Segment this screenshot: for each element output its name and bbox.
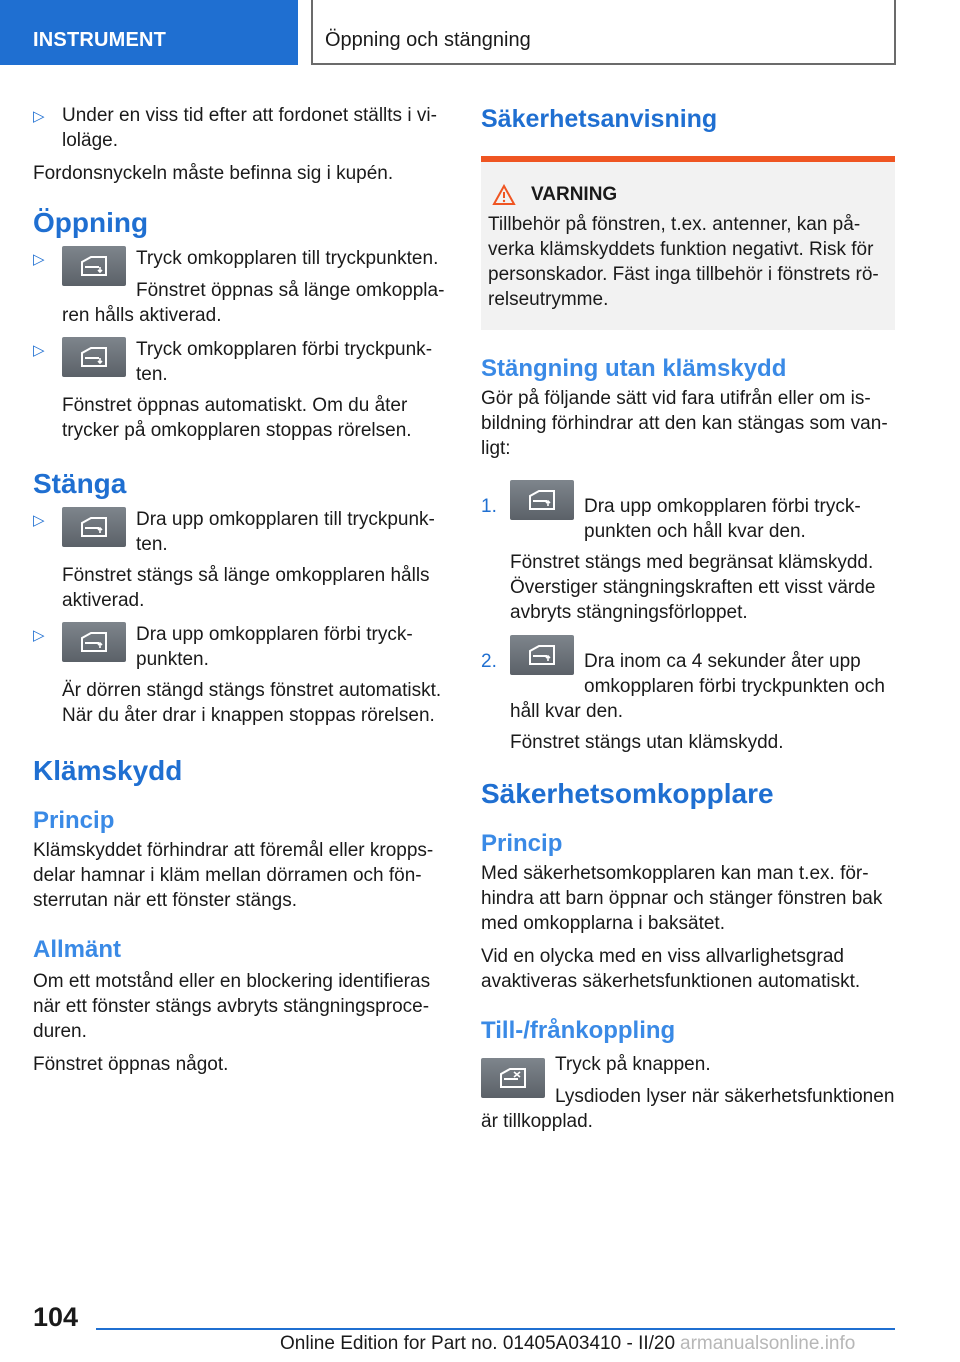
- bullet-triangle-icon: ▷: [33, 342, 45, 359]
- utan-text: Gör på följande sätt vid fara utifrån eller om isbildning förhindrar att den kan stängas som vanligt:: [481, 388, 888, 459]
- footer-watermark: armanualsonline.info: [680, 1333, 856, 1354]
- step-number: 1.: [481, 496, 497, 517]
- safety-switch-icon: [481, 1058, 545, 1098]
- right-column: [481, 100, 895, 1134]
- window-switch-icon: [62, 246, 126, 286]
- heading-princip: Princip: [33, 807, 115, 834]
- window-switch-icon: [510, 635, 574, 675]
- heading-sakerhetsomkopplare: Säkerhetsomkopplare: [481, 778, 774, 809]
- window-switch-icon: [510, 480, 574, 520]
- warning-text: Tillbehör på fönstren, t.ex. antenner, kan påverka klämskyddets funktion negativt. Risk för personskador. Fäst inga tillbehör i fönstrets rörelseutrymme.: [488, 214, 879, 310]
- heading-princip-2: Princip: [481, 830, 563, 857]
- oppning-step-1: ▷ Tryck omkopplaren till tryckpunkten. Fönstret öppnas så länge omkopplaren hålls aktiverad.: [33, 248, 445, 326]
- princip-text: Klämskyddet förhindrar att föremål eller kroppsdelar hamnar i kläm mellan dörramen och fönsterrutan när ett fönster stängs.: [33, 840, 434, 911]
- bullet-triangle-icon: ▷: [33, 627, 45, 644]
- heading-stangning-utan: Stängning utan klämskydd: [481, 355, 787, 382]
- bullet-triangle-icon: ▷: [33, 251, 45, 268]
- stanga-step-1: ▷ Dra upp omkopplaren till tryckpunkten. Fönstret stängs så länge omkopplaren hålls aktiverad.: [33, 509, 435, 611]
- warning-box: [481, 156, 895, 330]
- warning-triangle-icon: [492, 184, 516, 206]
- footer-divider: [96, 1328, 895, 1330]
- section-tab: [0, 0, 298, 65]
- heading-stanga: Stänga: [33, 468, 127, 499]
- footer-edition: Online Edition for Part no. 01405A03410 - II/20: [280, 1333, 676, 1354]
- princip-text-2a: Med säkerhetsomkopplaren kan man t.ex. förhindra att barn öppnar och stänger fönstren bak med omkopplarna i baksätet.: [481, 863, 883, 934]
- intro-bullet: ▷ Under en viss tid efter att fordonet ställts i viloläge.: [33, 105, 437, 151]
- heading-till-frankoppling: Till-/frånkoppling: [481, 1017, 676, 1044]
- heading-allmant: Allmänt: [33, 936, 122, 963]
- heading-klamskydd: Klämskydd: [33, 755, 183, 786]
- oppning-step-2: ▷ Tryck omkopplaren förbi tryckpunkten. Fönstret öppnas automatiskt. Om du åter trycker på omkopplaren stoppas rörelsen.: [33, 339, 433, 441]
- allmant-text-1: Om ett motstånd eller en blockering identifieras när ett fönster stängs avbryts stängningsproceduren.: [33, 971, 431, 1042]
- warning-header: [488, 184, 887, 206]
- heading-oppning: Öppning: [33, 207, 149, 238]
- section-label: INSTRUMENT: [33, 29, 167, 51]
- heading-sakerhetsanvisning: Säkerhetsanvisning: [481, 105, 718, 133]
- step-1: 1. Dra upp omkopplaren förbi tryckpunkten och håll kvar den. Fönstret stängs med begränsat klämskydd. Överstiger stängningskraften ett visst värde avbryts stängningsförloppet.: [481, 480, 895, 625]
- warning-title: VARNING: [531, 184, 618, 205]
- chapter-title-box: [311, 0, 896, 65]
- window-switch-icon: [62, 507, 126, 547]
- left-column: [33, 100, 448, 1077]
- chapter-title: Öppning och stängning: [325, 29, 531, 51]
- bullet-triangle-icon: ▷: [33, 108, 45, 125]
- intro-text: Fordonsnyckeln måste befinna sig i kupén.: [33, 163, 394, 184]
- till-text-a: Tryck på knappen.: [555, 1054, 711, 1075]
- bullet-triangle-icon: ▷: [33, 512, 45, 529]
- step-number: 2.: [481, 651, 497, 672]
- window-switch-icon: [62, 622, 126, 662]
- stanga-step-2: ▷ Dra upp omkopplaren förbi tryckpunkten. Är dörren stängd stängs fönstret automatiskt. När du åter drar i knappen stoppas rörelsen.: [33, 624, 442, 726]
- window-switch-icon: [62, 337, 126, 377]
- allmant-text-2: Fönstret öppnas något.: [33, 1054, 229, 1075]
- step-2: 2. Dra inom ca 4 sekunder åter upp omkopplaren förbi tryckpunkten och håll kvar den. Fönstret stängs utan klämskydd.: [481, 635, 895, 755]
- princip-text-2b: Vid en olycka med en viss allvarlighetsgrad avaktiveras säkerhetsfunktionen automatiskt.: [481, 946, 861, 992]
- till-block: [481, 1052, 895, 1134]
- page-number: 104: [33, 1302, 79, 1332]
- till-text-b: Lysdioden lyser när säkerhetsfunktionen är tillkopplad.: [481, 1086, 895, 1132]
